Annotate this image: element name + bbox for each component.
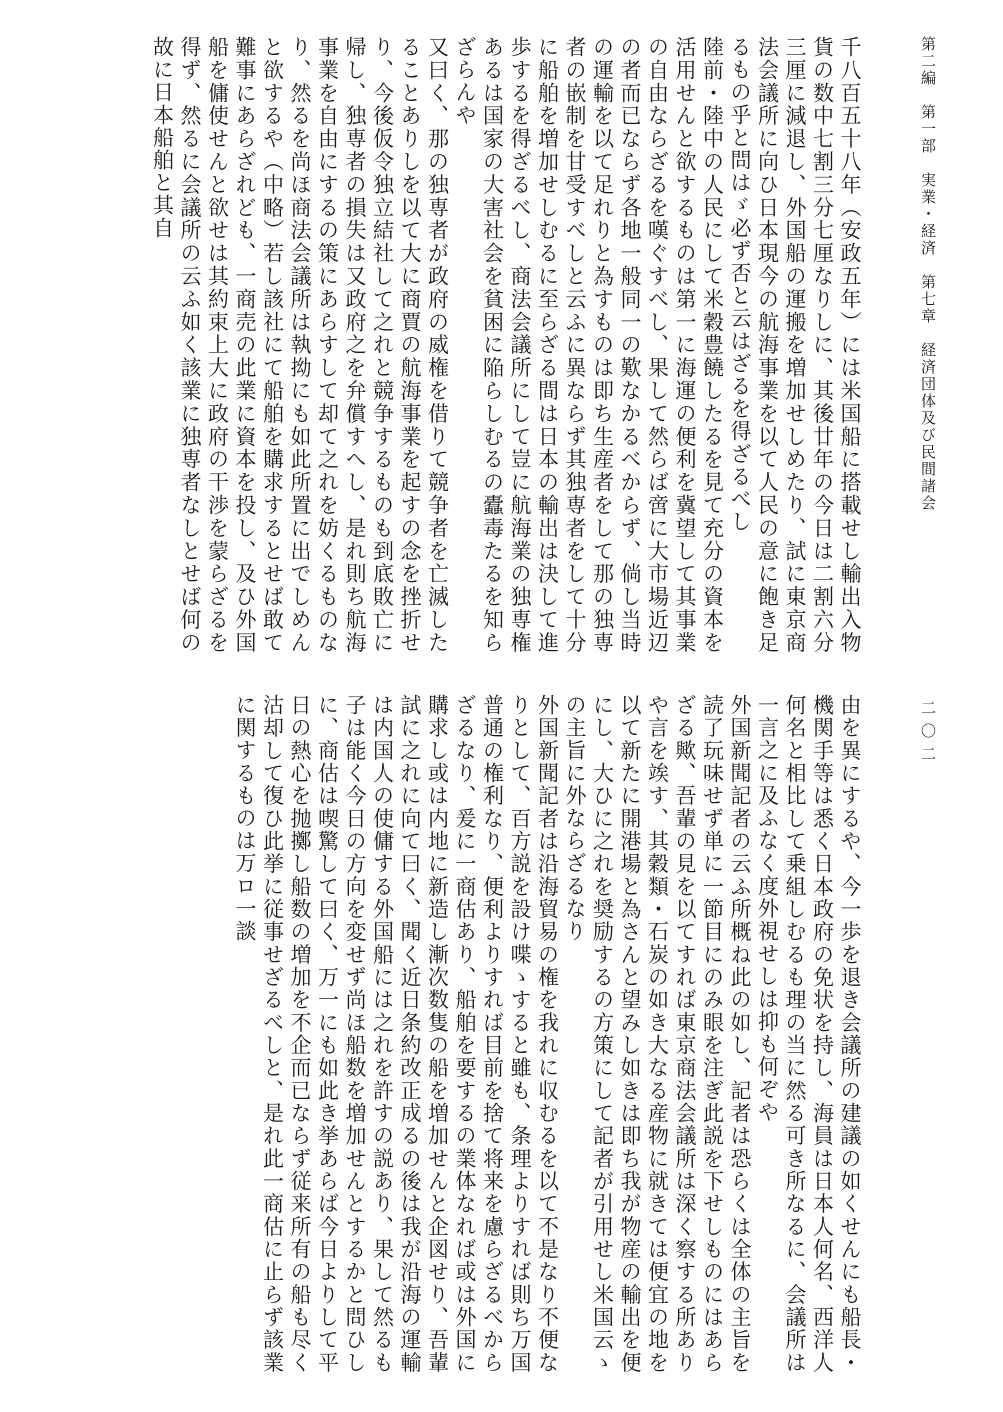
paragraph: 由を異にするや、今一歩を退き会議所の建議の如くせんにも船長・機関手等は悉く日本政府の免状を持し、海員は日本人何名、西洋人何名と相比して乗組しむるも理の当に然る可き所なるに、会議所は一言之に及ふなく度外視せしは抑も何ぞや [755, 694, 862, 1374]
paragraph: 又曰く、那の独専者が政府の威権を借りて競争者を亡滅したることありしを以て大に商賈の航海事業を起すの念を挫折せり、今後仮令独立結社して之れと競争するものも到底敗亡に帰し、独専者の損失は又政府之を弁償すへし、是れ則ち航海事業を自由にするの策にあらすして却て之れを妨くるものなり、然るを尚ほ商法会議所は執拗にも如此所置に出でしめんと欲するや（中略）若し該社にて船舶を購求するとせば敢て難事にあらざれども、一商売の此業に資本を投し、及ひ外国船を傭使せんと欲せは其約束上大に政府の干渉を蒙らざるを得ず、然るに会議所の云ふ如く該業に独専者なしとせば何の故に日本船舶と其自 [150, 36, 450, 654]
page-number: 二〇二 [919, 700, 937, 769]
paragraph: 外国新聞記者の云ふ所概ね此の如し、記者は恐らくは全体の主旨を読了玩味せず単に一節目にのみ眼を注ぎ此説を下せしものにはあらざる歟、吾輩の見を以てすれば東京商法会議所は深く察する所ありや言を竢す、其穀類・石炭の如き大なる産物に就きては便宜の地を以て新たに開港場と為さんと望みし如きは即ち我が物産の輸出を便にし、大ひに之れを奨励するの方策にして記者が引用せし米国云ゝの主旨に外ならざるなり [563, 694, 752, 1374]
lower-text-block [93, 694, 863, 1374]
paragraph: 千八百五十八年（安政五年）には米国船に搭載せし輸出入物貨の数中七割三分七厘なりしに、其後廿年の今日は二割六分三厘に減退し、外国船の運搬を増加せしめたり、試に東京商法会議所に向ひ日本現今の航海事業を以て人民の意に飽き足るもの乎と問はゞ必ず否と云はざるを得ざるべし [728, 36, 862, 654]
paragraph: 外国新聞記者は沿海貿易の権を我れに収むるを以て不是なり不便なりとして、百方説を設け喋ゝすると雖も、条理よりすれば則ち万国普通の権利なり、便利よりすれば目前を捨て将来を慮らざるべからざるなり、爰に一商估あり、船舶を要するの業体なれば或は外国に購求し或は内地に新造し漸次数隻の船を増加せんと企図せり、吾輩試に之れに向て曰く、聞く近日条約改正成るの後は我が沿海の運輸は内国人の使傭する外国船には之れを許すの説あり、果して然るも子は能く今日の方向を変せず尚ほ船数を増加せんとするかと問ひしに、商估は喫驚して曰く、万一にも如此き挙あらば今日よりして平日の熱心を抛擲し船数の増加を不企而已ならず従来所有の船も尽く沽却して復ひ此挙に従事せざるべしと、是れ此一商估に止らず該業に関するものは万ロ一談 [233, 694, 560, 1374]
paragraph: 陸前・陸中の人民にして米穀豊饒したるを見て充分の資本を活用せんと欲するものは第一に海運の便利を冀望して其事業の自由ならざるを嘆ぐすべし、果して然らば啻に大市場近辺の者而已ならず各地一般同一の歎なかるべからず、倘し当時の運輸を以て足れりと為すものは即ち生産者をして那の独専者の嵌制を甘受すべしと云ふに異ならず其独専者をして十分に船舶を増加せしむるに至らざる間は日本の輸出は決して進歩するを得ざるべし、商法会議所にして豈に航海業の独専権あるは国家の大害社会を貧困に陥らしむるの蠹毒たるを知らざらんや [453, 36, 725, 654]
running-header: 第二編 第一部 実業・経済 第七章 経済団体及び民間諸会 [919, 36, 937, 512]
upper-text-block [150, 36, 863, 654]
